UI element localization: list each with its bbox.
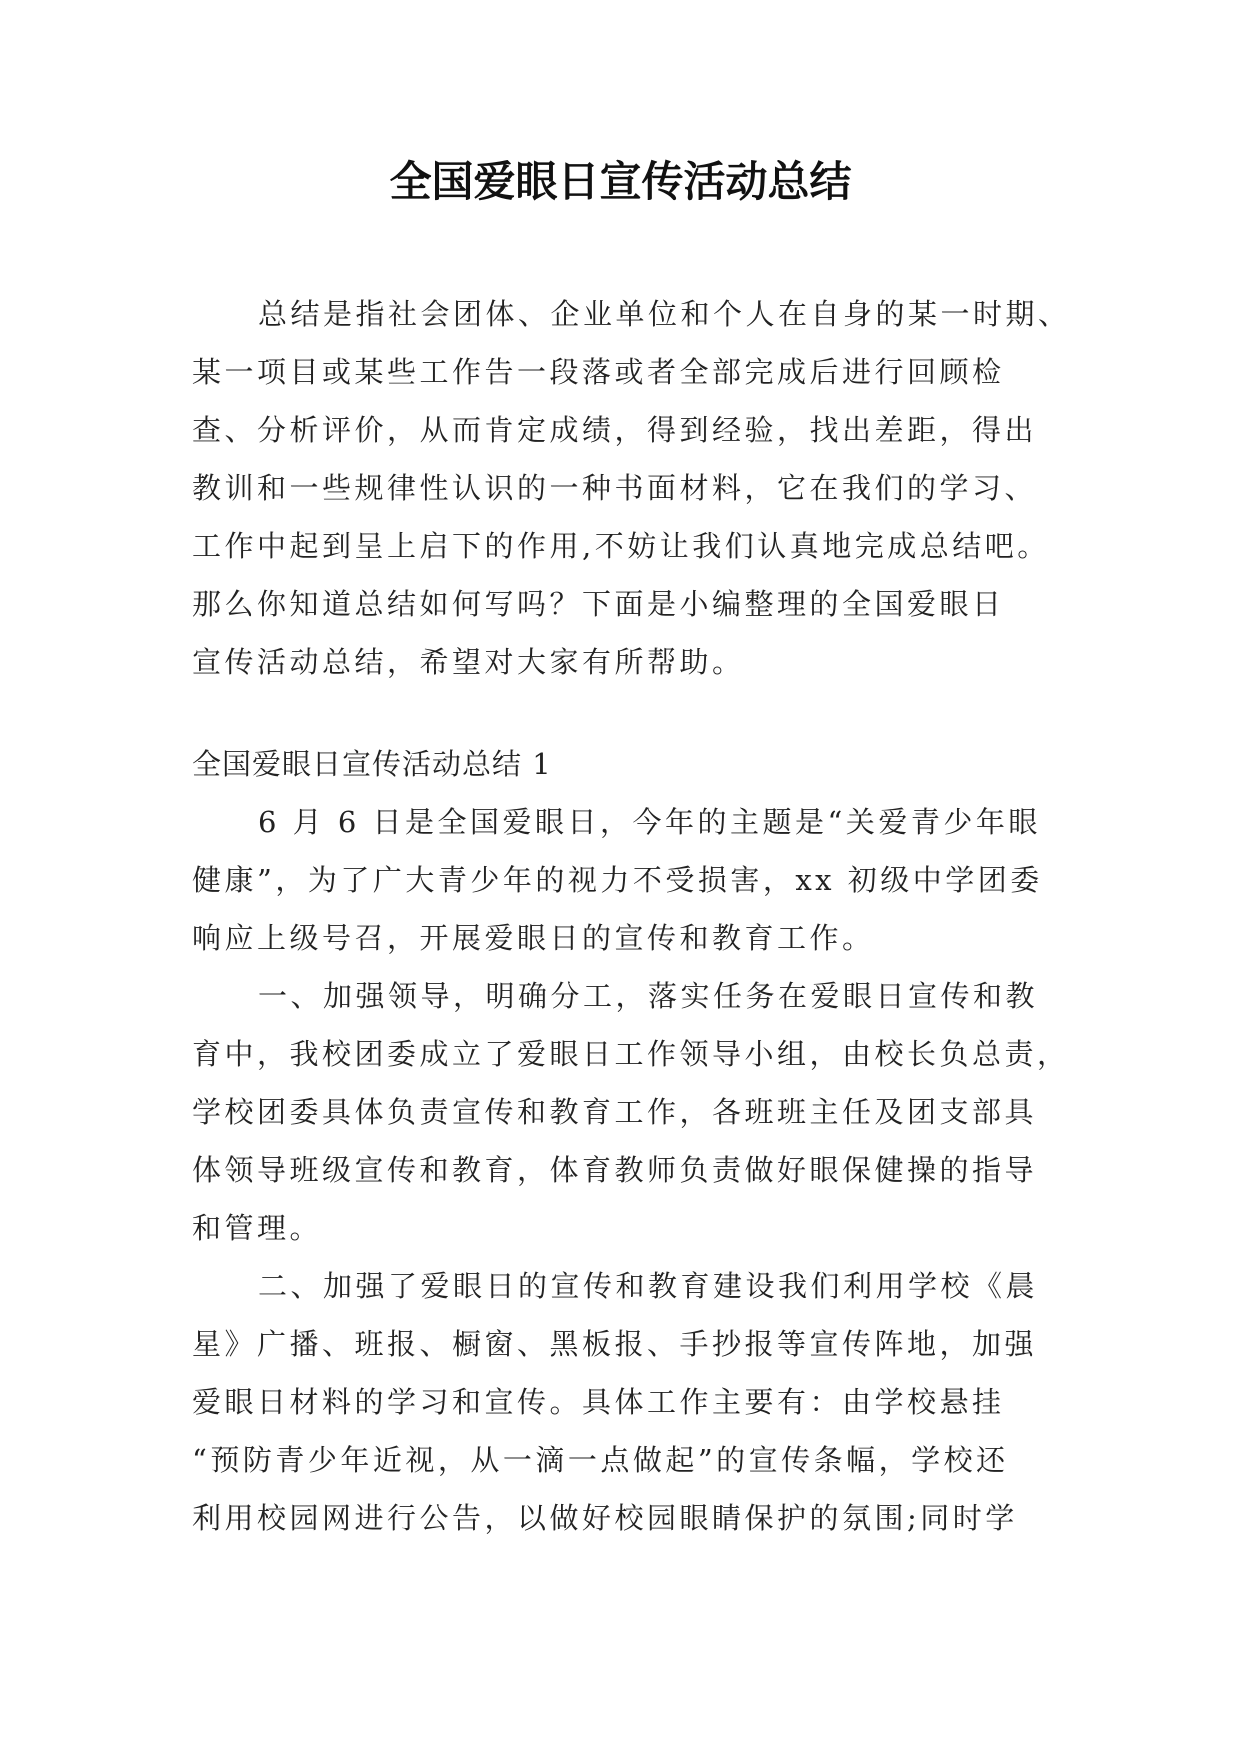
paragraph-leadership	[192, 967, 1070, 1257]
paragraph-line: 利用校园网进行公告，以做好校园眼睛保护的氛围;同时学	[192, 1501, 1018, 1535]
section-heading: 全国爱眼日宣传活动总结 1	[192, 747, 552, 781]
paragraph-line: 一、加强领导，明确分工，落实任务在爱眼日宣传和教	[258, 979, 1039, 1013]
intro-line: 某一项目或某些工作告一段落或者全部完成后进行回顾检	[192, 355, 1005, 389]
paragraph-gap	[192, 691, 1052, 735]
paragraph-line: 健康”，为了广大青少年的视力不受损害，xx 初级中学团委	[192, 863, 1043, 897]
paragraph-line: 星》广播、班报、橱窗、黑板报、手抄报等宣传阵地，加强	[192, 1327, 1038, 1361]
paragraph-publicity	[192, 1257, 1052, 1547]
intro-line: 那么你知道总结如何写吗？下面是小编整理的全国爱眼日	[192, 587, 1005, 621]
intro-line: 宣传活动总结，希望对大家有所帮助。	[192, 645, 745, 679]
intro-paragraph	[192, 285, 1071, 691]
document-title: 全国爱眼日宣传活动总结	[389, 157, 852, 206]
paragraph-theme	[192, 793, 1052, 967]
intro-line: 工作中起到呈上启下的作用,不妨让我们认真地完成总结吧。	[192, 529, 1050, 563]
paragraph-line: 响应上级号召，开展爱眼日的宣传和教育工作。	[192, 921, 875, 955]
paragraph-line: “预防青少年近视，从一滴一点做起”的宣传条幅，学校还	[192, 1443, 1009, 1477]
paragraph-line: 学校团委具体负责宣传和教育工作，各班班主任及团支部具	[192, 1095, 1038, 1129]
paragraph-line: 爱眼日材料的学习和宣传。具体工作主要有：由学校悬挂	[192, 1385, 1005, 1419]
paragraph-line: 和管理。	[192, 1211, 323, 1245]
intro-line: 教训和一些规律性认识的一种书面材料，它在我们的学习、	[192, 471, 1038, 505]
intro-line: 查、分析评价，从而肯定成绩，得到经验，找出差距，得出	[192, 413, 1038, 447]
paragraph-line: 体领导班级宣传和教育，体育教师负责做好眼保健操的指导	[192, 1153, 1038, 1187]
intro-line: 总结是指社会团体、企业单位和个人在自身的某一时期、	[258, 297, 1071, 331]
paragraph-line: 育中，我校团委成立了爱眼日工作领导小组，由校长负总责，	[192, 1037, 1070, 1071]
paragraph-line: 6 月 6 日是全国爱眼日，今年的主题是“关爱青少年眼	[258, 805, 1041, 839]
paragraph-line: 二、加强了爱眼日的宣传和教育建设我们利用学校《晨	[258, 1269, 1039, 1303]
document-body	[192, 285, 1071, 1547]
